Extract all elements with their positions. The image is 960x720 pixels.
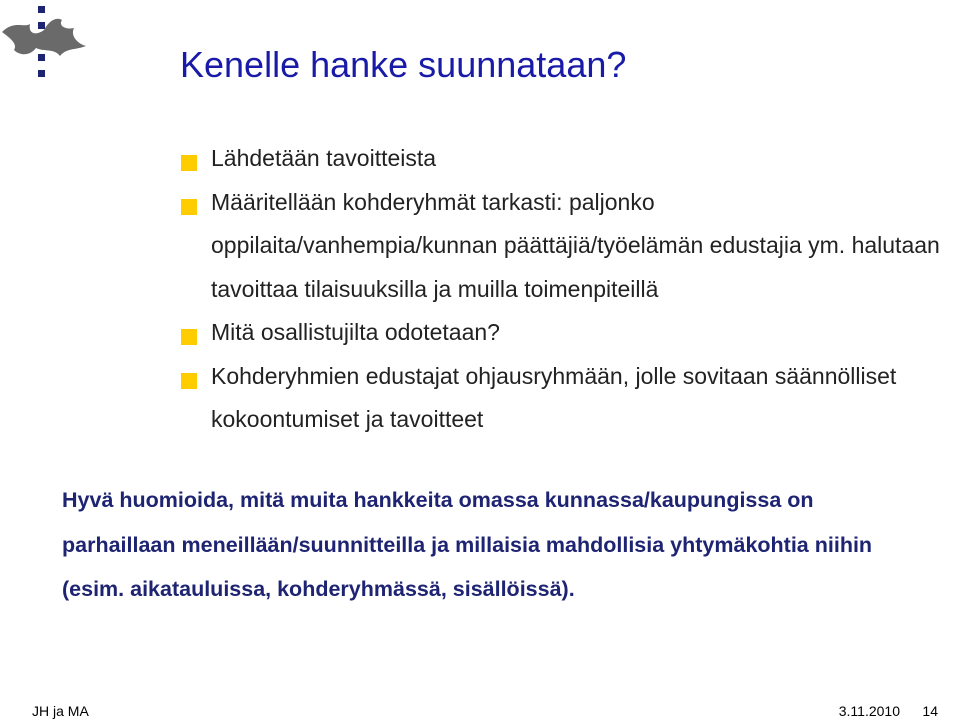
square-bullet-icon	[181, 199, 197, 215]
list-item	[181, 181, 941, 312]
footer-date: 3.11.2010	[838, 703, 900, 719]
bullet-text: Lähdetään tavoitteista	[211, 145, 437, 171]
square-bullet-icon	[181, 373, 197, 389]
list-item	[181, 355, 941, 442]
list-item	[181, 137, 941, 181]
slide-title: Kenelle hanke suunnataan?	[180, 44, 627, 85]
bullet-text: Määritellään kohderyhmät tarkasti: paljonko oppilaita/vanhempia/kunnan päättäjiä/työelämän edustajia ym. halutaan tavoittaa tilaisuuksilla ja muilla toimenpiteillä	[211, 188, 940, 302]
bullet-text: Kohderyhmien edustajat ohjausryhmään, jolle sovitaan säännölliset kokoontumiset ja tavoitteet	[211, 362, 897, 432]
square-bullet-icon	[181, 329, 197, 345]
university-flame-logo	[0, 0, 100, 90]
note-text: Hyvä huomioida, mitä muita hankkeita omassa kunnassa/kaupungissa on parhaillaan meneillään/suunnitteilla ja millaisia mahdollisia yhtymäkohtia niihin (esim. aikatauluissa, kohderyhmässä, sisällöissä).	[62, 488, 873, 601]
square-bullet-icon	[181, 155, 197, 171]
bullet-list	[181, 137, 941, 442]
list-item	[181, 311, 941, 355]
bullet-text: Mitä osallistujilta odotetaan?	[211, 319, 500, 345]
page-number: 14	[922, 703, 938, 719]
footer-authors: JH ja MA	[32, 703, 89, 719]
